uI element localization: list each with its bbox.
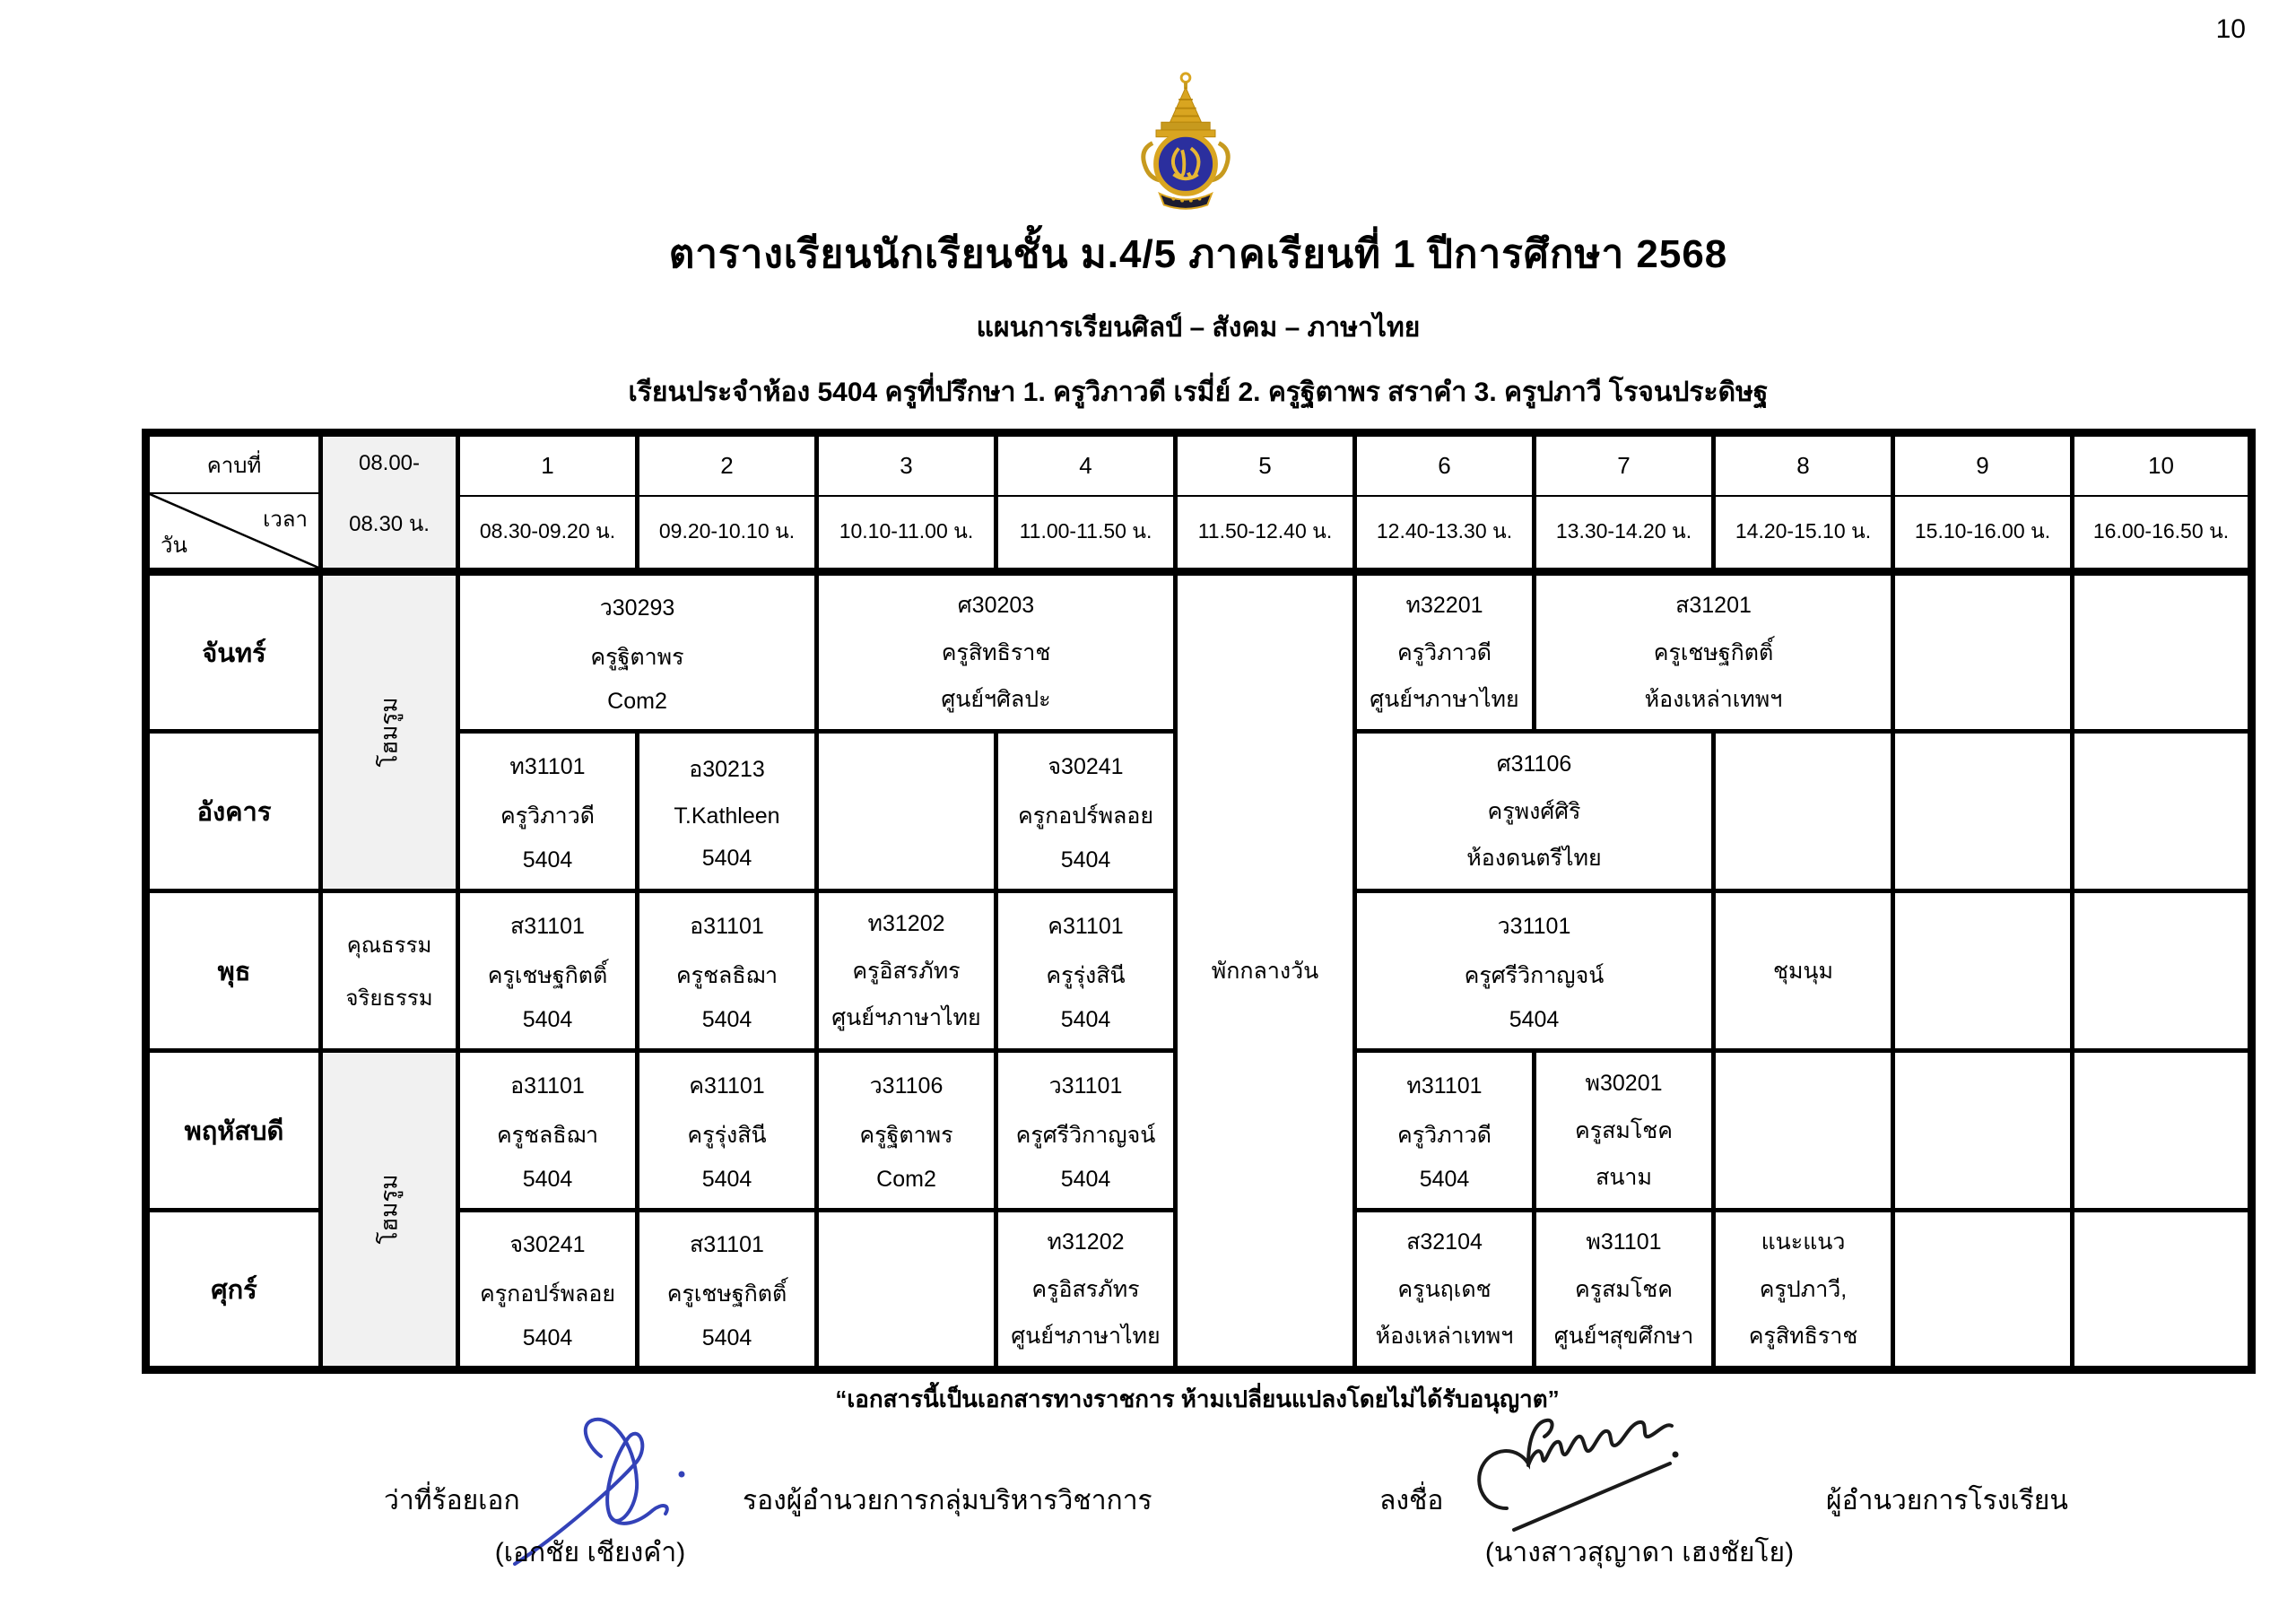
subject-room: Com2 (876, 1167, 936, 1193)
empty-cell-wed-p9 (1893, 891, 2073, 1051)
subject-teacher: ครูกอปร์พลอย (1017, 803, 1154, 829)
cell-wed-p2 (638, 891, 817, 1051)
subject-room: 5404 (1060, 847, 1111, 873)
subject-code: ส31201 (1675, 593, 1752, 618)
timetable-title: ตารางเรียนนักเรียนชั้น ม.4/5 ภาคเรียนที่ 1 ปีการศึกษา 2568 (668, 232, 1728, 276)
subject-room: ห้องเหล่าเทพฯ (1375, 1324, 1514, 1349)
subject-room: ศูนย์ฯสุขศึกษา (1553, 1324, 1694, 1349)
subject-code: ท31101 (1406, 1073, 1483, 1099)
subject-teacher: ครูชลธิฌา (675, 963, 778, 988)
cell-wed-p3 (817, 891, 996, 1051)
subject-room: ศูนย์ฯภาษาไทย (831, 1005, 981, 1030)
empty-cell-wed-p10 (2073, 891, 2252, 1051)
subject-room: 5404 (701, 1167, 752, 1193)
official-notice: “เอกสารนี้เป็นเอกสารทางราชการ ห้ามเปลี่ยนแปลงโดยไม่ได้รับอนุญาต” (835, 1385, 1560, 1412)
day-cell-friday: ศุกร์ (146, 1211, 321, 1370)
subject-code: ส32104 (1406, 1229, 1483, 1255)
subject-room: สนาม (1596, 1165, 1652, 1190)
cell-tue-p1 (458, 732, 638, 891)
cell-thu-p6 (1355, 1051, 1535, 1211)
empty-cell-thu-p10 (2073, 1051, 2252, 1211)
early-slot-line1: 08.00- (358, 451, 421, 475)
subject-teacher: ครูวิภาวดี (1397, 639, 1492, 665)
empty-cell-fri-p10 (2073, 1211, 2252, 1370)
subject-code: ศ31106 (1496, 751, 1572, 777)
cell-wed-p4 (996, 891, 1176, 1051)
time-2-header: 09.20-10.10 น. (638, 496, 817, 572)
homeroom-cell-mon-tue (321, 572, 458, 891)
subject-code: ค31101 (689, 1073, 765, 1099)
right-signatory-title: ผู้อำนวยการโรงเรียน (1826, 1486, 2068, 1515)
royal-crest-icon (1132, 70, 1239, 218)
subject-teacher: ครูนฤเดช (1397, 1276, 1492, 1302)
subject-room: 5404 (522, 1167, 573, 1193)
page-number: 10 (2215, 14, 2246, 44)
cell-fri-p6 (1355, 1211, 1535, 1370)
period-6-header: 6 (1355, 433, 1535, 496)
subject-room: ศูนย์ฯภาษาไทย (1011, 1324, 1161, 1349)
subject-code: ท31101 (509, 753, 586, 779)
subject-teacher: ครูศรีวิกาญจน์ (1464, 963, 1605, 988)
black-signature-icon (1451, 1399, 1702, 1542)
subject-teacher: ครูอิสรภัทร (1031, 1276, 1140, 1302)
subject-room: 5404 (522, 1325, 573, 1351)
subject-teacher: ครูกอปร์พลอย (479, 1281, 616, 1307)
left-signatory-rank: ว่าที่ร้อยเอก (384, 1486, 520, 1515)
ethics-line2: จริยธรรม (345, 986, 433, 1011)
cell-thu-p3 (817, 1051, 996, 1211)
subject-code: ว31101 (1048, 1073, 1123, 1099)
subject-teacher: ครูอิสรภัทร (852, 958, 961, 984)
cell-mon-p1-2 (458, 572, 817, 732)
time-8-header: 14.20-15.10 น. (1714, 496, 1893, 572)
empty-cell-tue-p9 (1893, 732, 2073, 891)
cell-wed-p8-club: ชุมนุม (1714, 891, 1893, 1051)
corner-cell (146, 433, 321, 572)
day-cell-wednesday: พุธ (146, 891, 321, 1051)
subject-room: 5404 (1419, 1167, 1470, 1193)
cell-wed-p1 (458, 891, 638, 1051)
study-plan-subtitle: แผนการเรียนศิลป์ – สังคม – ภาษาไทย (976, 313, 1421, 343)
subject-code: พ31101 (1586, 1229, 1662, 1255)
period-7-header: 7 (1535, 433, 1714, 496)
subject-code: ศ30203 (957, 593, 1035, 618)
subject-room: ห้องเหล่าเทพฯ (1644, 687, 1783, 712)
subject-room: 5404 (701, 845, 752, 871)
cell-mon-p7-8 (1535, 572, 1893, 732)
subject-teacher: ครูฐิตาพร (590, 645, 684, 670)
cell-mon-p3-4 (817, 572, 1176, 732)
subject-teacher: ครูเชษฐกิตติ์ (487, 963, 608, 988)
subject-code: จ30241 (1048, 753, 1124, 779)
subject-room: ห้องดนตรีไทย (1466, 846, 1602, 871)
subject-teacher: ครูพงศ์ศิริ (1487, 798, 1581, 824)
empty-cell-thu-p8 (1714, 1051, 1893, 1211)
subject-code: ว31101 (1497, 913, 1571, 939)
activity-name: แนะแนว (1761, 1229, 1846, 1255)
period-9-header: 9 (1893, 433, 2073, 496)
activity-teacher-1: ครูปภาวี, (1759, 1276, 1848, 1302)
period-10-header: 10 (2073, 433, 2252, 496)
right-signatory-name: (นางสาวสุญาดา เฮงชัยโย) (1484, 1538, 1795, 1568)
day-cell-thursday: พฤหัสบดี (146, 1051, 321, 1211)
cell-fri-p1 (458, 1211, 638, 1370)
period-3-header: 3 (817, 433, 996, 496)
cell-wed-p6-7 (1355, 891, 1714, 1051)
cell-thu-p4 (996, 1051, 1176, 1211)
subject-room: 5404 (1060, 1007, 1111, 1033)
subject-code: อ31101 (690, 913, 764, 939)
subject-room: ศูนย์ฯภาษาไทย (1370, 687, 1519, 712)
period-1-header: 1 (458, 433, 638, 496)
period-5-header: 5 (1176, 433, 1355, 496)
empty-cell-fri-p3 (817, 1211, 996, 1370)
subject-teacher: ครูชลธิฌา (496, 1123, 599, 1148)
cell-fri-p8-guidance (1714, 1211, 1893, 1370)
activity-teacher-2: ครูสิทธิราช (1748, 1324, 1858, 1349)
empty-cell-mon-p9 (1893, 572, 2073, 732)
cell-tue-p6-7 (1355, 732, 1714, 891)
subject-code: จ30241 (509, 1231, 586, 1257)
subject-code: ท31202 (1047, 1229, 1125, 1255)
day-label: วัน (161, 534, 187, 558)
subject-room: 5404 (522, 847, 573, 873)
homeroom-label: โฮมรูม (375, 1174, 403, 1245)
subject-teacher: ครูรุ่งสินี (687, 1123, 767, 1148)
subject-room: Com2 (607, 689, 667, 715)
homeroom-cell-thu-fri (321, 1051, 458, 1370)
time-3-header: 10.10-11.00 น. (817, 496, 996, 572)
period-8-header: 8 (1714, 433, 1893, 496)
cell-tue-p4 (996, 732, 1176, 891)
subject-teacher: ครูศรีวิกาญจน์ (1015, 1123, 1156, 1148)
cell-tue-p2 (638, 732, 817, 891)
time-9-header: 15.10-16.00 น. (1893, 496, 2073, 572)
subject-teacher: ครูฐิตาพร (859, 1123, 953, 1148)
lunch-break-cell: พักกลางวัน (1176, 572, 1355, 1370)
period-2-header: 2 (638, 433, 817, 496)
subject-code: ส31101 (690, 1231, 764, 1257)
right-signature-label: ลงชื่อ (1379, 1486, 1444, 1515)
subject-room: 5404 (701, 1007, 752, 1033)
subject-teacher: ครูวิภาวดี (1397, 1123, 1492, 1148)
time-10-header: 16.00-16.50 น. (2073, 496, 2252, 572)
early-slot-cell (321, 433, 458, 572)
subject-room: 5404 (522, 1007, 573, 1033)
subject-teacher: ครูสมโชค (1574, 1117, 1673, 1143)
time-6-header: 12.40-13.30 น. (1355, 496, 1535, 572)
advisor-line: เรียนประจำห้อง 5404 ครูที่ปรึกษา 1. ครูวิภาวดี เรมี่ย์ 2. ครูฐิตาพร สราคำ 3. ครูปภาวี โรจนประดิษฐ (628, 378, 1769, 407)
cell-thu-p2 (638, 1051, 817, 1211)
ethics-line1: คุณธรรม (346, 933, 432, 958)
period-label: คาบที่ (150, 437, 318, 494)
cell-thu-p7 (1535, 1051, 1714, 1211)
empty-cell-tue-p10 (2073, 732, 2252, 891)
left-signatory-name: (เอกชัย เชียงคำ) (494, 1538, 686, 1568)
cell-fri-p2 (638, 1211, 817, 1370)
subject-teacher: ครูเชษฐกิตติ์ (666, 1281, 787, 1307)
subject-code: พ30201 (1585, 1071, 1663, 1096)
period-4-header: 4 (996, 433, 1176, 496)
empty-cell-fri-p9 (1893, 1211, 2073, 1370)
time-4-header: 11.00-11.50 น. (996, 496, 1176, 572)
empty-cell-mon-p10 (2073, 572, 2252, 732)
subject-room: 5404 (701, 1325, 752, 1351)
subject-code: อ30213 (689, 756, 765, 782)
cell-fri-p4 (996, 1211, 1176, 1370)
subject-room: ศูนย์ฯศิลปะ (941, 687, 1051, 712)
subject-code: ท32201 (1405, 593, 1483, 618)
empty-cell-thu-p9 (1893, 1051, 2073, 1211)
early-slot-line2: 08.30 น. (349, 512, 430, 536)
cell-mon-p6 (1355, 572, 1535, 732)
subject-teacher: ครูรุ่งสินี (1046, 963, 1126, 988)
left-signatory-title: รองผู้อำนวยการกลุ่มบริหารวิชาการ (743, 1486, 1152, 1515)
subject-code: ว31106 (869, 1073, 944, 1099)
day-cell-monday: จันทร์ (146, 572, 321, 732)
homeroom-label: โฮมรูม (375, 697, 403, 768)
empty-cell-tue-p3 (817, 732, 996, 891)
subject-code: ว30293 (599, 595, 675, 621)
timetable (142, 429, 2256, 1374)
cell-thu-p1 (458, 1051, 638, 1211)
homeroom-cell-wed-ethics (321, 891, 458, 1051)
subject-teacher: ครูวิภาวดี (500, 803, 595, 829)
time-label: เวลา (263, 508, 308, 532)
empty-cell-tue-p8 (1714, 732, 1893, 891)
subject-code: อ31101 (510, 1073, 585, 1099)
subject-teacher: T.Kathleen (674, 803, 780, 829)
subject-teacher: ครูเชษฐกิตติ์ (1653, 639, 1774, 665)
subject-code: ค31101 (1048, 913, 1124, 939)
subject-room: 5404 (1509, 1007, 1560, 1033)
time-5-header: 11.50-12.40 น. (1176, 496, 1355, 572)
subject-teacher: ครูสมโชค (1574, 1276, 1673, 1302)
day-cell-tuesday: อังคาร (146, 732, 321, 891)
subject-teacher: ครูสิทธิราช (941, 639, 1051, 665)
cell-fri-p7 (1535, 1211, 1714, 1370)
time-7-header: 13.30-14.20 น. (1535, 496, 1714, 572)
time-1-header: 08.30-09.20 น. (458, 496, 638, 572)
subject-code: ส31101 (510, 913, 585, 939)
subject-code: ท31202 (867, 911, 945, 936)
subject-room: 5404 (1060, 1167, 1111, 1193)
